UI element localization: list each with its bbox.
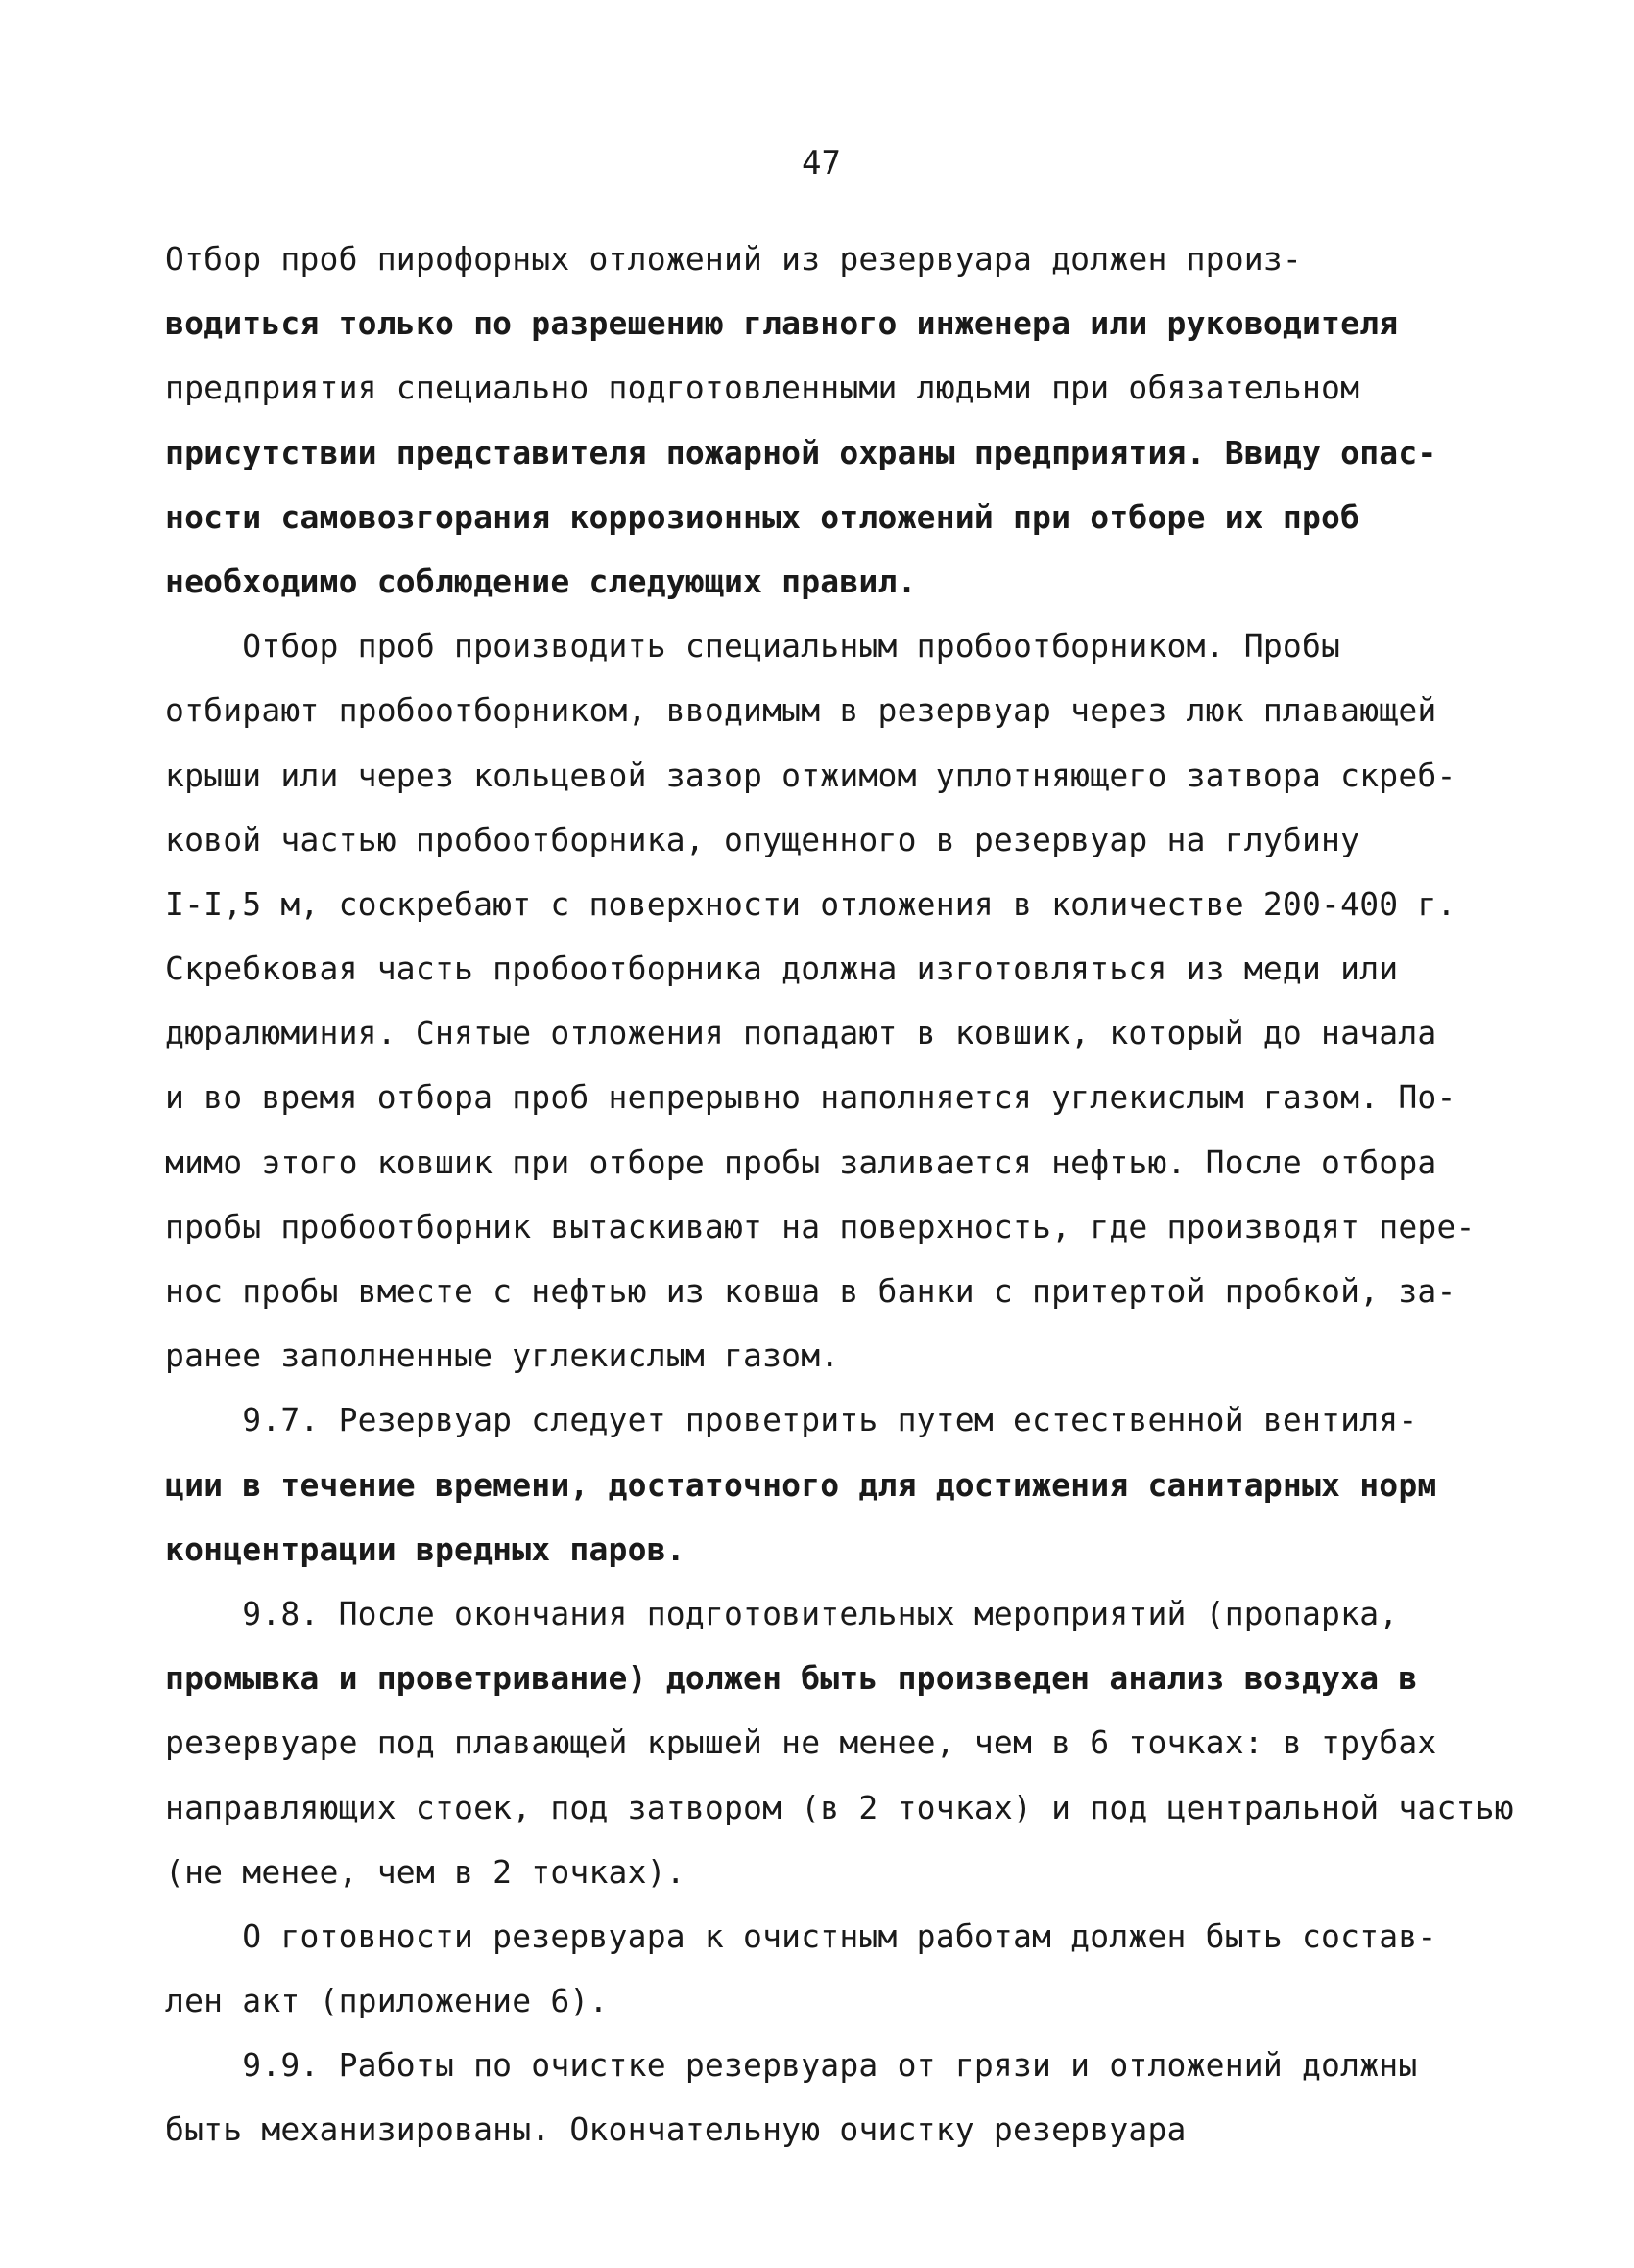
text-line: промывка и проветривание) должен быть произведен анализ воздуха в <box>165 1659 1418 1698</box>
text-line: мимо этого ковшик при отборе пробы заливается нефтью. После отбора <box>165 1143 1437 1181</box>
text-line: ности самовозгорания коррозионных отложений при отборе их проб <box>165 497 1360 536</box>
text-line: и во время отбора проб непрерывно наполняется углекислым газом. По- <box>165 1078 1456 1117</box>
text-line: I-I,5 м, соскребают с поверхности отложения в количестве 200-400 г. <box>165 884 1456 923</box>
text-line: резервуаре под плавающей крышей не менее, чем в 6 точках: в трубах <box>165 1724 1437 1762</box>
text-line: О готовности резервуара к очистным работам должен быть состав- <box>165 1917 1437 1955</box>
text-line: лен акт (приложение 6). <box>165 1982 609 2020</box>
text-line: Скребковая часть пробоотборника должна изготовляться из меди или <box>165 950 1399 988</box>
text-line: 9.9. Работы по очистке резервуара от грязи и отложений должны <box>165 2046 1418 2085</box>
text-line: крыши или через кольцевой зазор отжимом уплотняющего затвора скреб- <box>165 756 1456 794</box>
text-line: отбирают пробоотборником, вводимым в резервуар через люк плавающей <box>165 691 1437 730</box>
text-line: Отбор проб производить специальным пробоотборником. Пробы <box>165 627 1341 665</box>
text-line: предприятия специально подготовленными людьми при обязательном <box>165 369 1360 407</box>
body-text <box>165 227 1528 2162</box>
text-line: быть механизированы. Окончательную очистку резервуара <box>165 2111 1187 2149</box>
text-line: ранее заполненные углекислым газом. <box>165 1337 840 1375</box>
text-line: ковой частью пробоотборника, опущенного в резервуар на глубину <box>165 820 1360 858</box>
text-line: (не менее, чем в 2 точках). <box>165 1852 685 1891</box>
text-line: дюралюминия. Снятые отложения попадают в ковшик, который до начала <box>165 1014 1437 1052</box>
page-number: 47 <box>802 144 841 182</box>
text-line: Отбор проб пирофорных отложений из резервуара должен произ- <box>165 240 1302 277</box>
text-line: необходимо соблюдение следующих правил. <box>165 562 917 600</box>
text-line: пробы пробоотборник вытаскивают на поверхность, где производят пере- <box>165 1207 1476 1245</box>
text-line: нос пробы вместе с нефтью из ковша в банки с притертой пробкой, за- <box>165 1272 1456 1310</box>
text-line: 9.8. После окончания подготовительных мероприятий (пропарка, <box>165 1594 1399 1632</box>
text-line: концентрации вредных паров. <box>165 1530 685 1568</box>
text-line: водиться только по разрешению главного инженера или руководителя <box>165 304 1399 343</box>
text-line: ции в течение времени, достаточного для достижения санитарных норм <box>165 1465 1437 1504</box>
text-line: присутствии представителя пожарной охраны предприятия. Ввиду опас- <box>165 433 1437 471</box>
text-line: направляющих стоек, под затвором (в 2 точках) и под центральной частью <box>165 1788 1514 1826</box>
text-line: 9.7. Резервуар следует проветрить путем естественной вентиля- <box>165 1401 1418 1439</box>
